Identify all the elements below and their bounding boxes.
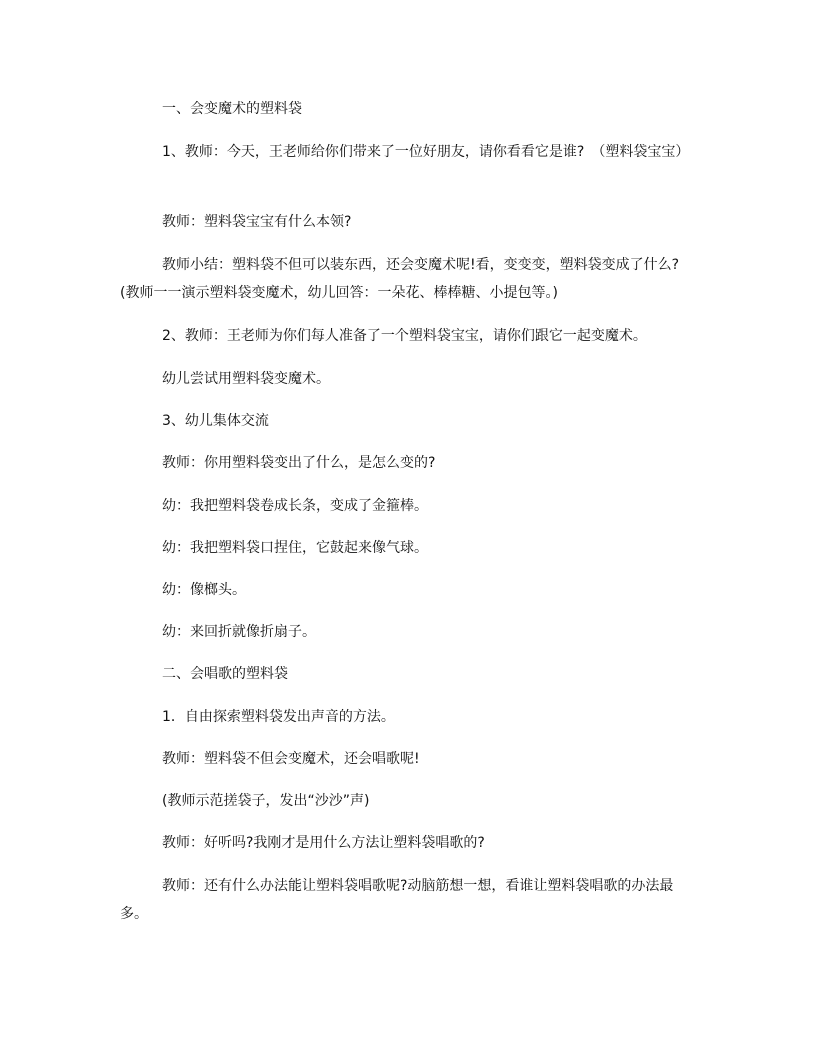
- paragraph: 3、幼儿集体交流: [162, 413, 269, 429]
- paragraph: 教师：你用塑料袋变出了什么，是怎么变的?: [162, 455, 436, 471]
- paragraph: 1．自由探索塑料袋发出声音的方法。: [162, 709, 395, 725]
- paragraph: 教师：塑料袋不但会变魔术，还会唱歌呢!: [162, 751, 420, 767]
- paragraph: 幼：像榔头。: [162, 582, 246, 598]
- paragraph: 幼儿尝试用塑料袋变魔术。: [162, 371, 330, 387]
- paragraph: 幼：我把塑料袋卷成长条，变成了金箍棒。: [162, 498, 428, 514]
- paragraph: (教师示范搓袋子，发出“沙沙”声): [162, 793, 370, 809]
- paragraph: 教师：还有什么办法能让塑料袋唱歌呢?动脑筋想一想，看谁让塑料袋唱歌的办法最多。: [120, 878, 674, 922]
- paragraph: 1、教师：今天，王老师给你们带来了一位好朋友，请你看看它是谁? （塑料袋宝宝）: [162, 144, 690, 160]
- paragraph: 教师小结：塑料袋不但可以装东西，还会变魔术呢!看，变变变，塑料袋变成了什么?(教师一一演示塑料袋变魔术，幼儿回答：一朵花、棒棒糖、小提包等。): [120, 257, 680, 301]
- paragraph: 幼：我把塑料袋口捏住，它鼓起来像气球。: [162, 540, 428, 556]
- paragraph: 2、教师：王老师为你们每人准备了一个塑料袋宝宝，请你们跟它一起变魔术。: [162, 328, 647, 344]
- section-heading-1: 一、会变魔术的塑料袋: [162, 101, 302, 117]
- paragraph: 教师：好听吗?我刚才是用什么方法让塑料袋唱歌的?: [162, 835, 485, 851]
- paragraph: 教师：塑料袋宝宝有什么本领?: [162, 214, 352, 230]
- paragraph: 幼：来回折就像折扇子。: [162, 624, 316, 640]
- section-heading-2: 二、会唱歌的塑料袋: [162, 666, 288, 682]
